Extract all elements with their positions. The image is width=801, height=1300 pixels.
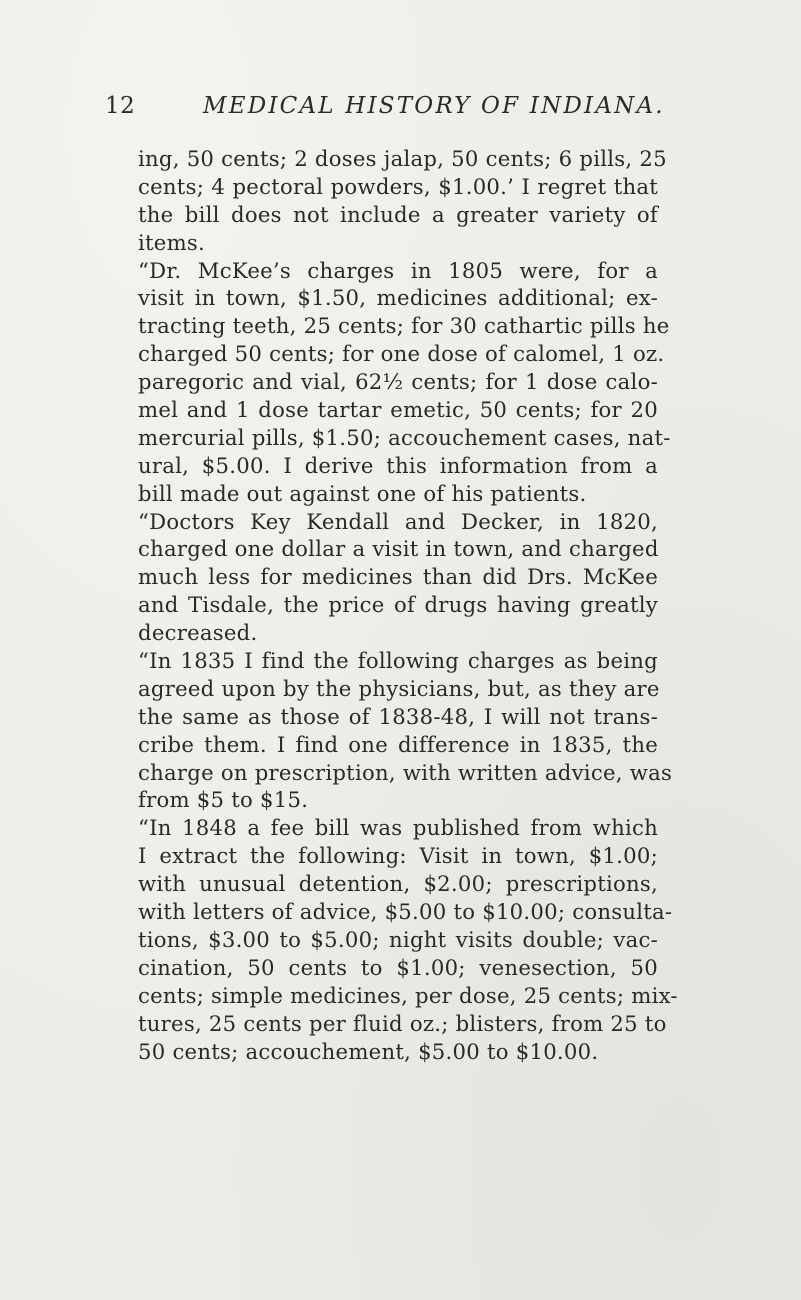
- running-title: MEDICAL HISTORY OF INDIANA.: [203, 93, 665, 119]
- text-line: much less for medicines than did Drs. McKee: [138, 564, 658, 590]
- text-line: and Tisdale, the price of drugs having greatly: [138, 592, 658, 618]
- text-line: decreased.: [138, 620, 258, 646]
- text-line: ural, $5.00. I derive this information from a: [138, 452, 658, 478]
- text-line: agreed upon by the physicians, but, as they are: [138, 675, 660, 701]
- text-line: I extract the following: Visit in town, $1.00;: [138, 843, 658, 869]
- text-line: mercurial pills, $1.50; accouchement cases, nat-: [138, 424, 671, 450]
- text-line: charged one dollar a visit in town, and charged: [138, 536, 659, 562]
- text-line: with unusual detention, $2.00; prescriptions,: [138, 871, 658, 897]
- page-number: 12: [105, 93, 136, 119]
- text-line: 50 cents; accouchement, $5.00 to $10.00.: [138, 1038, 599, 1064]
- text-line: tions, $3.00 to $5.00; night visits double; vac-: [138, 926, 658, 952]
- text-line: visit in town, $1.50, medicines additional; ex-: [138, 285, 658, 311]
- text-line: cination, 50 cents to $1.00; venesection, 50: [138, 954, 658, 980]
- text-line: mel and 1 dose tartar emetic, 50 cents; for 20: [138, 397, 658, 423]
- text-line: cents; 4 pectoral powders, $1.00.’ I regret that: [138, 173, 658, 199]
- text-line: “Dr. McKee’s charges in 1805 were, for a: [138, 257, 658, 283]
- text-line: from $5 to $15.: [138, 787, 309, 813]
- text-line: charged 50 cents; for one dose of calomel, 1 oz.: [138, 341, 665, 367]
- text-line: the same as those of 1838-48, I will not trans-: [138, 703, 658, 729]
- page-header: [105, 93, 665, 129]
- text-line: ing, 50 cents; 2 doses jalap, 50 cents; 6 pills, 25: [138, 146, 667, 171]
- text-line: cribe them. I find one difference in 1835, the: [138, 731, 658, 757]
- text-line: cents; simple medicines, per dose, 25 cents; mix-: [138, 982, 678, 1008]
- text-line: bill made out against one of his patients.: [138, 480, 587, 506]
- text-line: “Doctors Key Kendall and Decker, in 1820,: [138, 508, 658, 534]
- text-line: tracting teeth, 25 cents; for 30 cathartic pills he: [138, 313, 670, 339]
- text-line: the bill does not include a greater variety of: [138, 201, 658, 227]
- text-line: “In 1835 I find the following charges as being: [138, 648, 658, 674]
- text-line: with letters of advice, $5.00 to $10.00; consulta-: [138, 899, 673, 925]
- text-line: charge on prescription, with written advice, was: [138, 759, 673, 785]
- text-line: items.: [138, 229, 206, 255]
- body-text: [138, 145, 678, 1065]
- text-line: “In 1848 a fee bill was published from which: [138, 815, 658, 841]
- text-line: paregoric and vial, 62½ cents; for 1 dose calo-: [138, 369, 658, 395]
- text-line: tures, 25 cents per fluid oz.; blisters, from 25 to: [138, 1010, 667, 1036]
